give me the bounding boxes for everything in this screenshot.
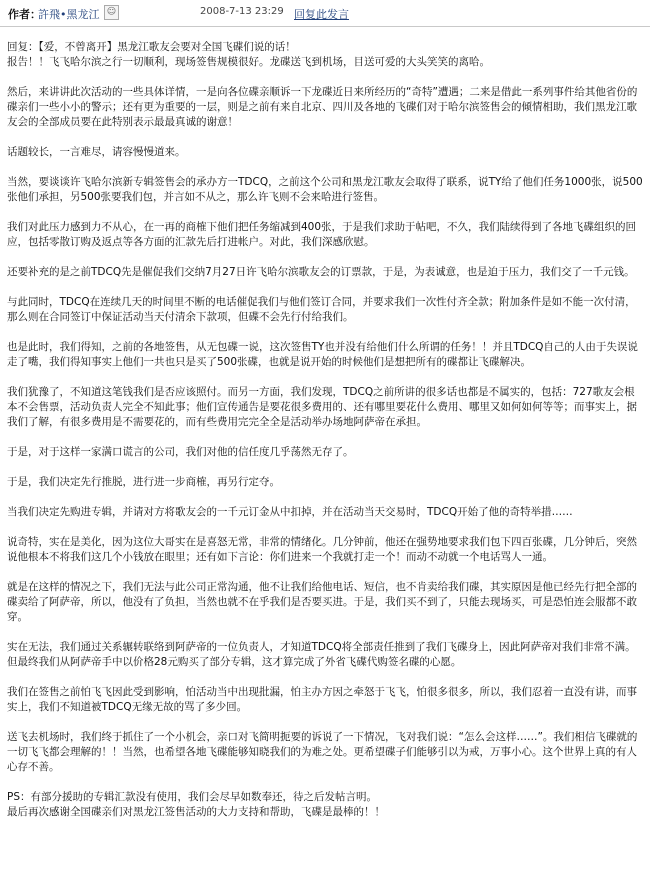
post-paragraph: 于是，对于这样一家满口谎言的公司，我们对他的信任度几乎荡然无存了。: [7, 446, 354, 458]
post-paragraph: 实在无法，我们通过关系辗转联络到阿萨帝的一位负责人，才知道TDCQ将全部责任推到了我们飞碟身上，因此阿萨帝对我们非常不满。但最终我们从阿萨帝手中以价格28元购买了部分专辑，这才算完成了外省飞碟代购签名碟的心愿。: [7, 641, 636, 668]
post-paragraph: 最后再次感谢全国碟亲们对黑龙江签售活动的大力支持和帮助，飞碟是最棒的！！: [7, 806, 385, 818]
post-paragraph: 我们对此压力感到力不从心，在一再的商榷下他们把任务缩减到400张，于是我们求助于帖吧，不久，我们陆续得到了各地飞碟组织的回应，包括零散订购及返点等各方面的汇款先后打进帐户。对此，我们深感欣慰。: [7, 221, 637, 248]
post-paragraph: PS：有部分援助的专辑汇款没有使用，我们会尽早如数奉还，待之后发帖言明。: [7, 791, 377, 803]
header-divider: [0, 26, 650, 27]
post-paragraph: 说奇特，实在是美化，因为这位大哥实在是喜怒无常，非常的情绪化。几分钟前，他还在强势地要求我们包下四百张碟，几分钟后，突然说他根本不将我们这几个小钱放在眼里；还有如下言论：你们进来一个我就打走一个！而动不动就一个电话骂人一通。: [7, 536, 637, 563]
post-paragraph: 然后，来讲讲此次活动的一些具体详情，一是向各位碟亲顺诉一下龙碟近日来所经历的“奇特”遭遇；二来是借此一系列事件给其他省份的碟亲们一些小小的警示；还有更为重要的一层，则是之前有来自北京、四川及各地的飞碟们对于哈尔滨签售会的倾情相助，我们黑龙江歌友会的全部成员要在此特别表示最最真诚的谢意！: [7, 86, 638, 128]
post-body: [7, 40, 643, 820]
post-paragraph: 当我们决定先购进专辑，并请对方将歌友会的一千元订金从中扣掉，并在活动当天交易时，TDCQ开始了他的奇特举措……: [7, 506, 573, 518]
author-name-link[interactable]: 許飛•黑龙江: [38, 8, 100, 21]
post-paragraph: 与此同时，TDCQ在连续几天的时间里不断的电话催促我们与他们签订合同，并要求我们一次性付齐全款；附加条件是如不能一次付清，那么则在合同签订中保证活动当天付清余下款项，但碟不会先行付给我们。: [7, 296, 636, 323]
post-paragraph: 送飞去机场时，我们终于抓住了一个小机会，亲口对飞简明扼要的诉说了一下情况，飞对我们说：“怎么会这样……”。我们相信飞碟就的一切飞飞都会理解的！！当然，也希望各地飞碟能够知晓我们的为难之处。更希望碟子们能够引以为戒，万事小心。这个世界上真的有人心存不善。: [7, 731, 638, 773]
post-paragraph: 我们犹豫了，不知道这笔钱我们是否应该照付。而另一方面，我们发现，TDCQ之前所讲的很多话也都是不属实的，包括：727歌友会根本不会售票，活动负责人完全不知此事；他们宣传通告是要花很多费用的、还有哪里要花什么费用、哪里又如何如何等等；而事实上，据我们了解，有很多费用是不需要花的，而有些费用完完全全是活动举办场地阿萨帝在承担。: [7, 386, 637, 428]
post-header: [0, 0, 650, 34]
post-paragraph: 还要补充的是之前TDCQ先是催促我们交纳7月27日许飞哈尔滨歌友会的订票款，于是，为表诚意，也是迫于压力，我们交了一千元钱。: [7, 266, 635, 278]
post-paragraph: 也是此时，我们得知，之前的各地签售，从无包碟一说，这次签售TY也并没有给他们什么所谓的任务！！并且TDCQ自己的人由于失误说走了嘴，我们得知事实上他们一共也只是买了500张碟，也就是说开始的时候他们是想把所有的碟都让飞碟解决。: [7, 341, 638, 368]
post-paragraph: 就是在这样的情况之下，我们无法与此公司正常沟通，他不让我们给他电话、短信，也不肯卖给我们碟，其实原因是他已经先行把全部的碟卖给了阿萨帝，所以，他没有了负担，当然也就不在乎我们是否要买进。于是，我们买不到了，只能去现场买，可是恐怕连会服都不敢穿。: [7, 581, 637, 623]
post-paragraph: 我们在签售之前怕飞飞因此受到影响，怕活动当中出现批漏，怕主办方因之牵怒于飞飞，怕很多很多，所以，我们忍着一直没有讲，而事实上，我们不知道被TDCQ无缘无故的骂了多少回。: [7, 686, 637, 713]
author-label: 作者：: [8, 8, 41, 21]
post-paragraph: 话题较长，一言难尽，请容慢慢道来。: [7, 146, 186, 158]
user-badge-icon[interactable]: ☺: [104, 5, 119, 20]
post-timestamp: 2008-7-13 23:29: [200, 6, 284, 17]
post-paragraph: 报告！！飞飞哈尔滨之行一切顺利，现场签售规模很好。龙碟送飞到机场，目送可爱的大头笑笑的离哈。: [7, 56, 490, 68]
post-paragraph: 当然，要谈谈许飞哈尔滨新专辑签售会的承办方一TDCQ，之前这个公司和黑龙江歌友会取得了联系，说TY给了他们任务1000张，说500张他们承担，另500张要我们包，并言如不从之，那么许飞则不会来哈进行签售。: [7, 176, 643, 203]
post-paragraph: 于是，我们决定先行推脱，进行进一步商榷，再另行定夺。: [7, 476, 280, 488]
reply-to-post-link[interactable]: 回复此发言: [294, 8, 349, 21]
post-paragraph: 回复：【爱，不曾离开】黑龙江歌友会要对全国飞碟们说的话！: [7, 41, 296, 53]
